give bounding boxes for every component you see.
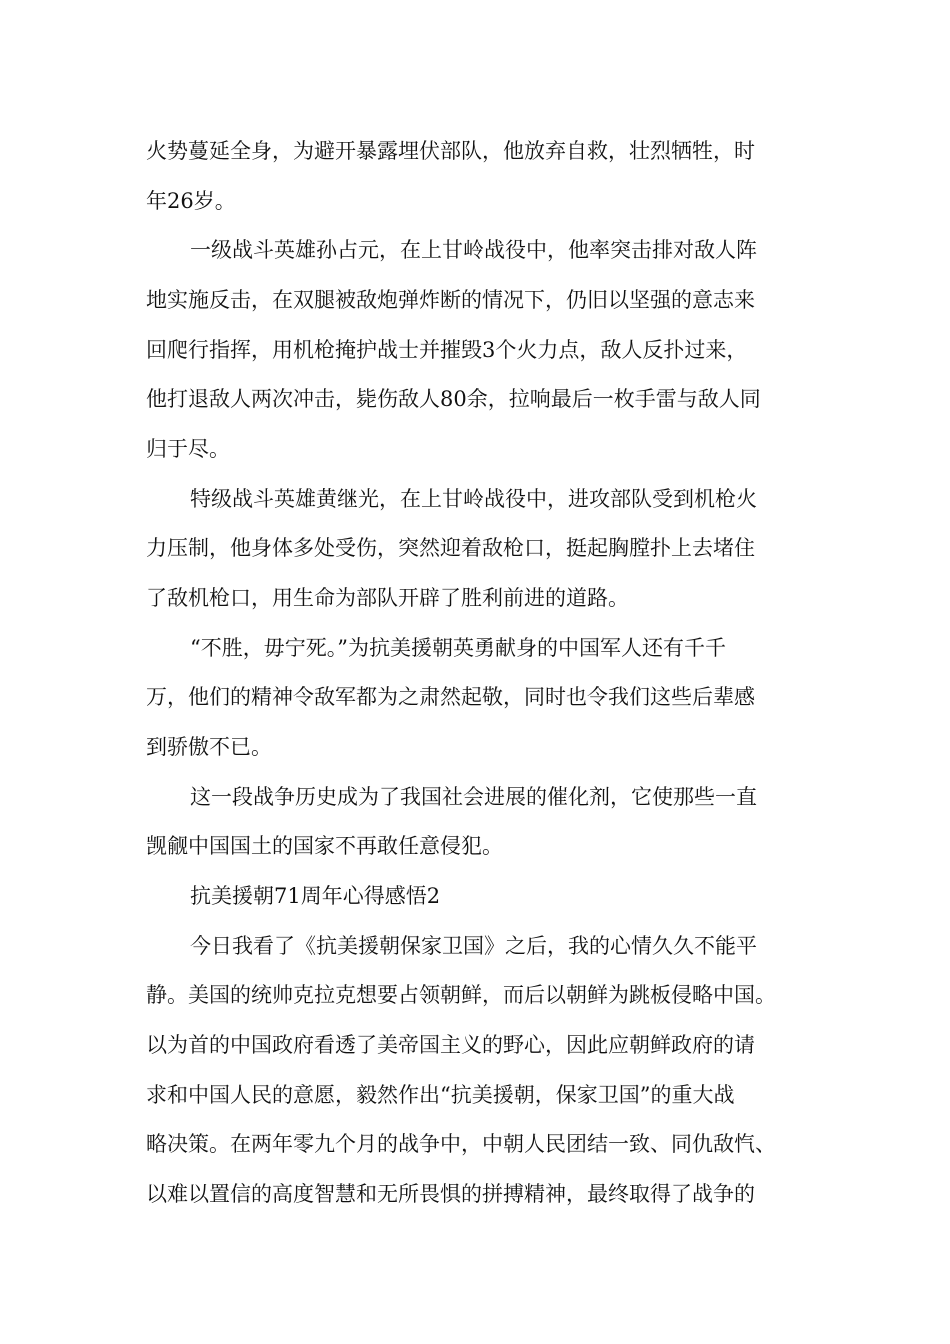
text-line: 以难以置信的高度智慧和无所畏惧的拼搏精神，最终取得了战争的 xyxy=(146,1182,755,1206)
text-line: 略决策。在两年零九个月的战争中，中朝人民团结一致、同仇敌忾、 xyxy=(146,1132,776,1156)
text-line: 今日我看了《抗美援朝保家卫国》之后，我的心情久久不能平 xyxy=(190,934,757,958)
text-line: 以为首的中国政府看透了美帝国主义的野心，因此应朝鲜政府的请 xyxy=(146,1033,755,1057)
text-line: 地实施反击，在双腿被敌炮弹炸断的情况下，仍旧以坚强的意志来 xyxy=(146,288,755,312)
text-line: “不胜，毋宁死。”为抗美援朝英勇献身的中国军人还有千千 xyxy=(190,636,726,660)
text-line: 他打退敌人两次冲击，毙伤敌人80余，拉响最后一枚手雷与敌人同 xyxy=(146,387,761,411)
text-line: 回爬行指挥，用机枪掩护战士并摧毁3个火力点，敌人反扑过来， xyxy=(146,338,748,362)
text-line: 力压制，他身体多处受伤，突然迎着敌枪口，挺起胸膛扑上去堵住 xyxy=(146,536,755,560)
text-line: 静。美国的统帅克拉克想要占领朝鲜，而后以朝鲜为跳板侵略中国。 xyxy=(146,983,776,1007)
text-line: 特级战斗英雄黄继光，在上甘岭战役中，进攻部队受到机枪火 xyxy=(190,487,757,511)
text-line: 觊觎中国国土的国家不再敢任意侵犯。 xyxy=(146,834,503,858)
text-line: 一级战斗英雄孙占元，在上甘岭战役中，他率突击排对敌人阵 xyxy=(190,238,757,262)
text-line: 到骄傲不已。 xyxy=(146,735,272,759)
section-heading: 抗美援朝71周年心得感悟2 xyxy=(190,884,441,908)
text-line: 年26岁。 xyxy=(146,189,236,213)
text-line: 万，他们的精神令敌军都为之肃然起敬，同时也令我们这些后辈感 xyxy=(146,685,755,709)
text-line: 这一段战争历史成为了我国社会进展的催化剂，它使那些一直 xyxy=(190,785,757,809)
text-line: 归于尽。 xyxy=(146,437,230,461)
text-line: 求和中国人民的意愿，毅然作出“抗美援朝，保家卫国”的重大战 xyxy=(146,1083,735,1107)
text-line: 火势蔓延全身，为避开暴露埋伏部队，他放弃自救，壮烈牺牲，时 xyxy=(146,139,755,163)
text-line: 了敌机枪口，用生命为部队开辟了胜利前进的道路。 xyxy=(146,586,629,610)
